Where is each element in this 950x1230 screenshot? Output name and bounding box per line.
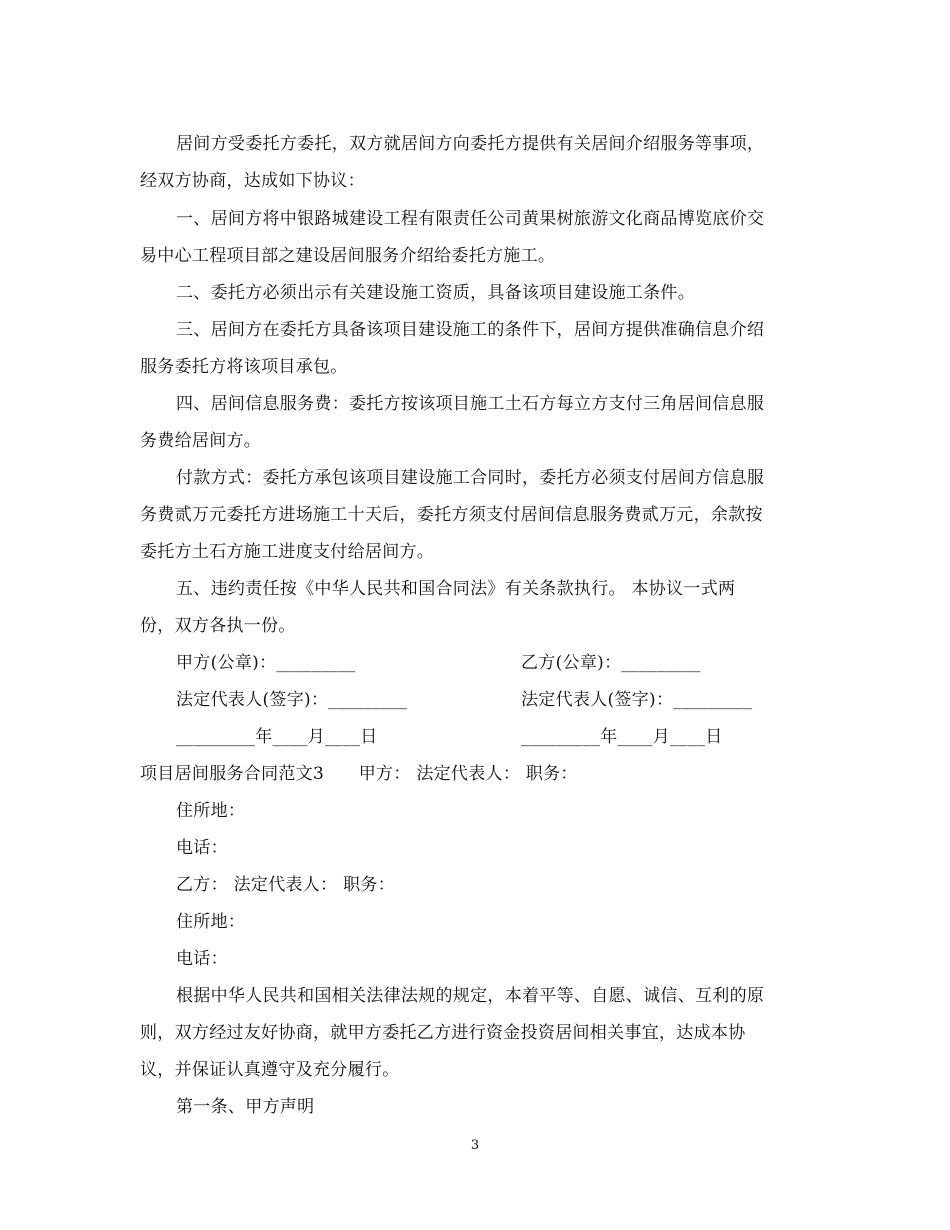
party-a-phone: 电话：	[176, 838, 228, 858]
clause-3-line-2: 服务委托方将该项目承包。	[140, 357, 348, 377]
clause-5-line-2: 份，双方各执一份。	[140, 616, 296, 636]
party-a-seal: 甲方(公章)：_________	[176, 653, 356, 673]
clause-1-line-2: 易中心工程项目部之建设居间服务介绍给委托方施工。	[140, 246, 556, 266]
clause-4-line-2: 务费给居间方。	[140, 431, 262, 451]
payment-line-1: 付款方式：委托方承包该项目建设施工合同时，委托方必须支付居间方信息服	[176, 468, 765, 488]
article-1-heading: 第一条、甲方声明	[176, 1097, 315, 1117]
preamble-line-3: 议，并保证认真遵守及充分履行。	[140, 1060, 400, 1080]
party-b-phone: 电话：	[176, 949, 228, 969]
party-b-date: _________年____月____日	[521, 727, 723, 747]
payment-line-3: 委托方土石方施工进度支付给居间方。	[140, 542, 435, 562]
party-b-seal: 乙方(公章)：_________	[521, 653, 701, 673]
preamble-line-2: 则，双方经过友好协商，就甲方委托乙方进行资金投资居间相关事宜，达成本协	[140, 1023, 746, 1043]
party-b-address: 住所地：	[176, 912, 246, 932]
paragraph-intro-line-1: 居间方受委托方委托，双方就居间方向委托方提供有关居间介绍服务等事项，	[176, 134, 765, 154]
paragraph-intro-line-2: 经双方协商，达成如下协议：	[140, 171, 365, 191]
clause-3-line-1: 三、居间方在委托方具备该项目建设施工的条件下，居间方提供准确信息介绍	[176, 320, 765, 340]
page-number: 3	[470, 1138, 480, 1153]
preamble-line-1: 根据中华人民共和国相关法律法规的规定，本着平等、自愿、诚信、互利的原	[176, 986, 765, 1006]
party-b-info: 乙方： 法定代表人： 职务：	[176, 875, 396, 895]
clause-5-line-1: 五、违约责任按《中华人民共和国合同法》有关条款执行。 本协议一式两	[176, 579, 736, 599]
payment-line-2: 务费贰万元委托方进场施工十天后，委托方须支付居间信息服务费贰万元，余款按	[140, 505, 763, 525]
clause-4-line-1: 四、居间信息服务费：委托方按该项目施工土石方每立方支付三角居间信息服	[176, 394, 765, 414]
contract-3-title: 项目居间服务合同范文3 甲方： 法定代表人： 职务：	[140, 764, 578, 784]
party-b-representative: 法定代表人(签字)：_________	[521, 690, 753, 710]
clause-2-line-1: 二、委托方必须出示有关建设施工资质，具备该项目建设施工条件。	[176, 283, 695, 303]
party-a-representative: 法定代表人(签字)：_________	[176, 690, 408, 710]
party-a-address: 住所地：	[176, 801, 246, 821]
clause-1-line-1: 一、居间方将中银路城建设工程有限责任公司黄果树旅游文化商品博览底价交	[176, 209, 765, 229]
party-a-date: _________年____月____日	[176, 727, 378, 747]
